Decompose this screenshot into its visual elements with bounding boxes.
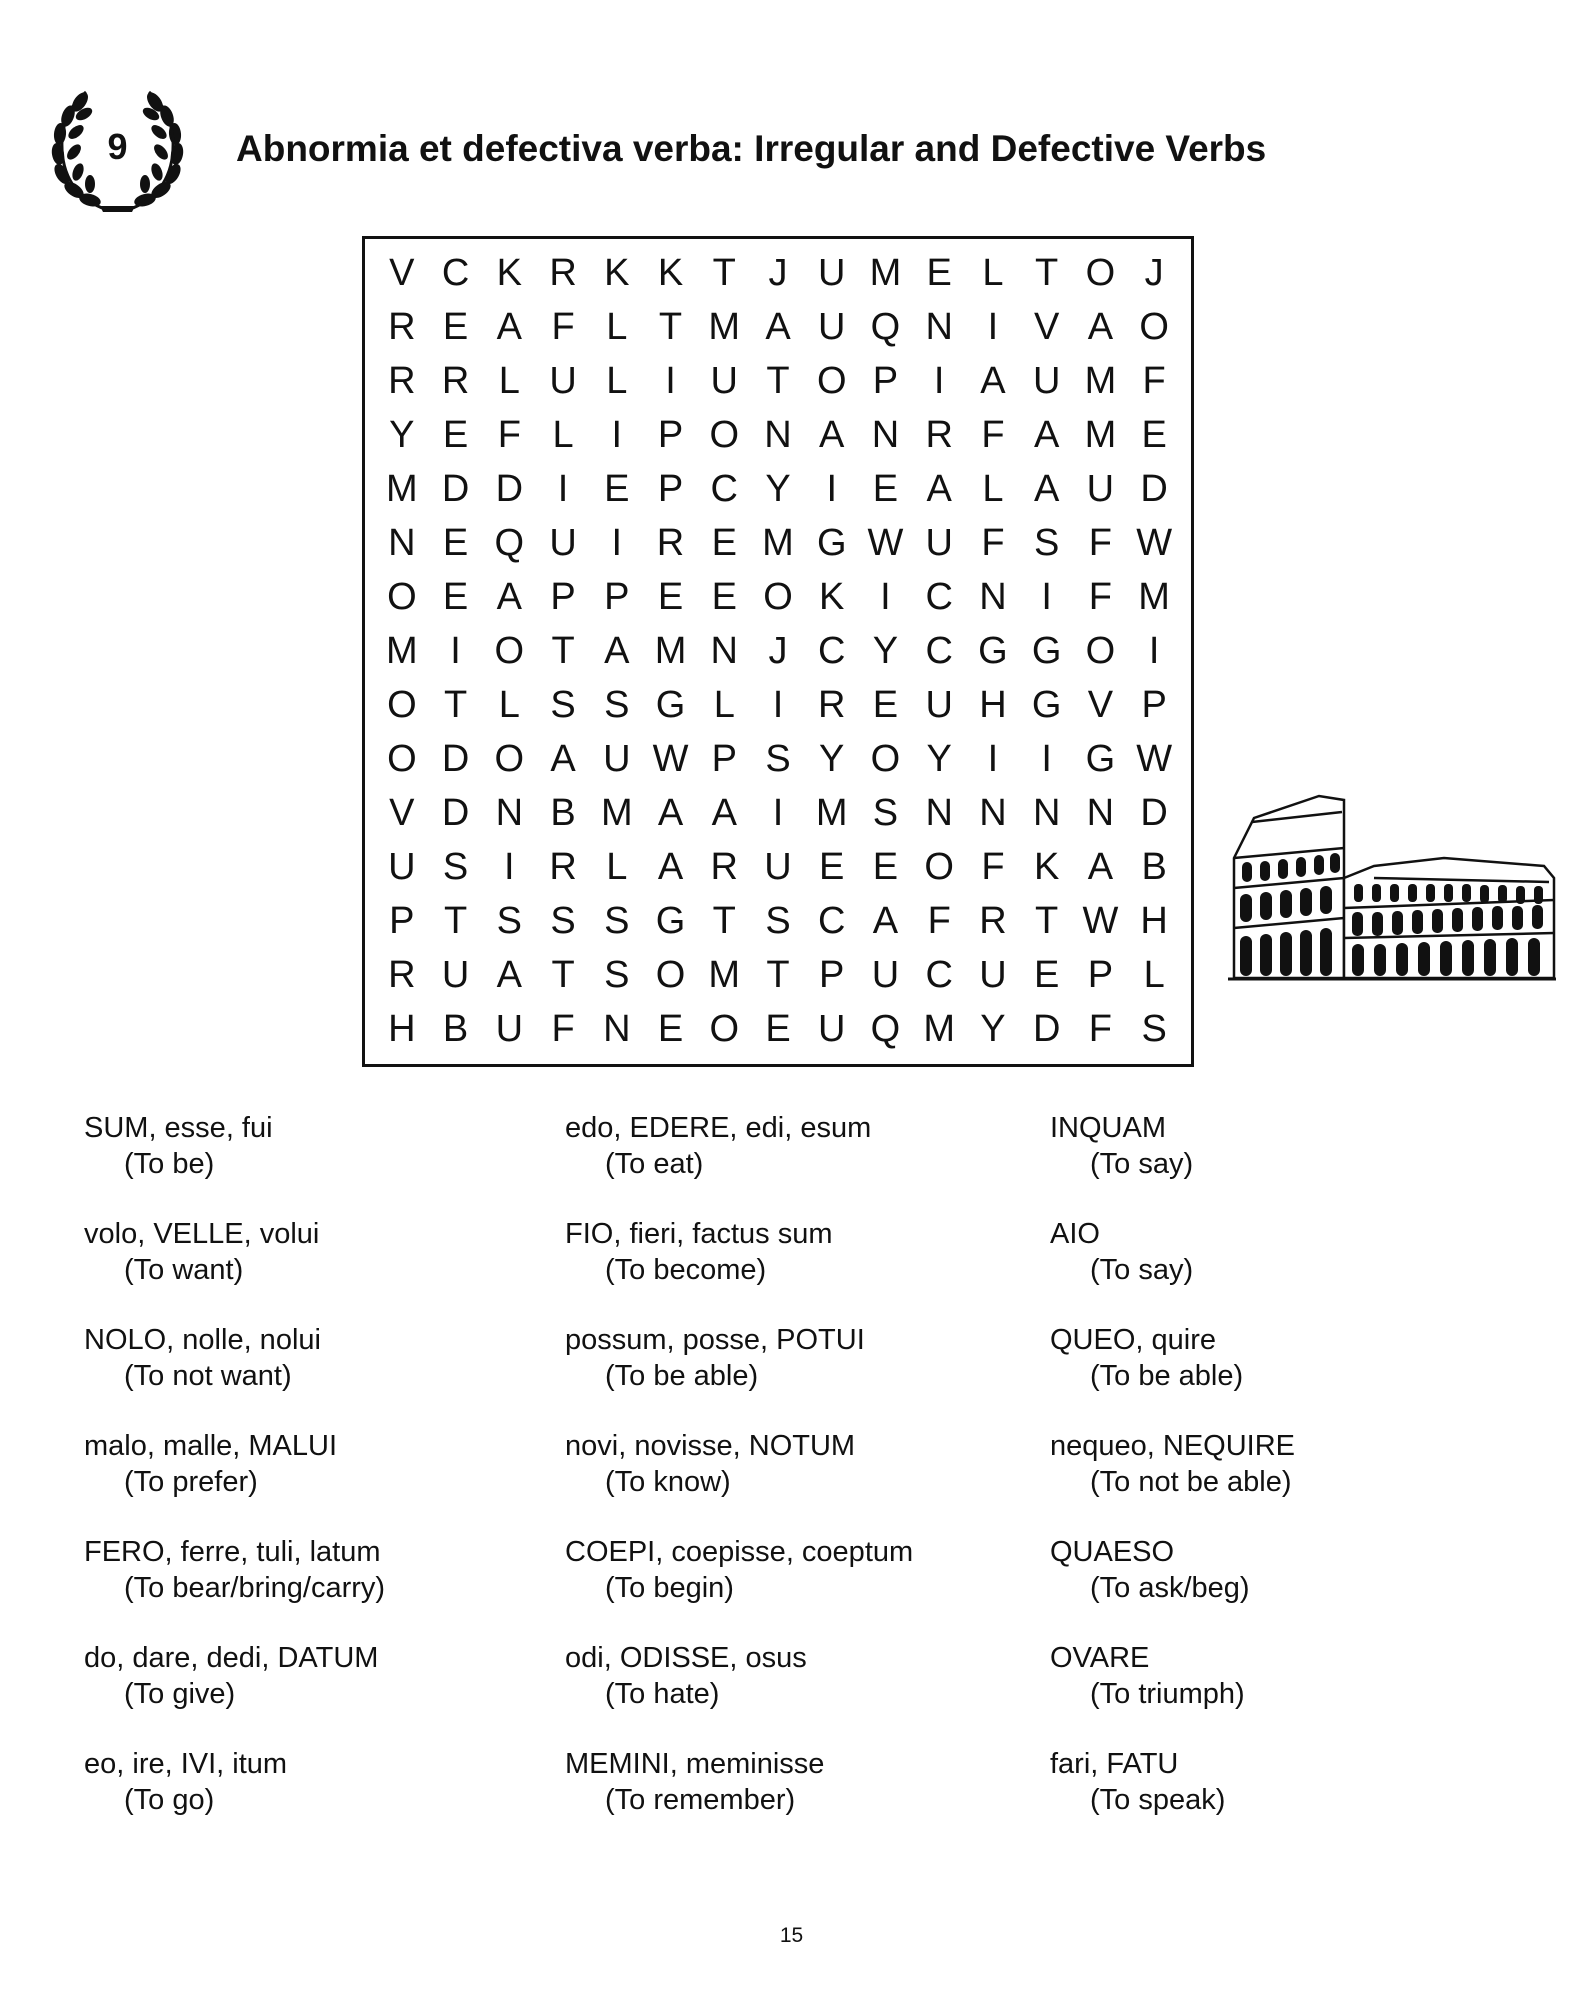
grid-letter: E [657, 576, 684, 619]
grid-letter: B [550, 791, 576, 834]
grid-letter: A [496, 306, 522, 349]
grid-letter: C [710, 468, 738, 511]
grid-letter: N [979, 791, 1007, 834]
grid-letter: E [442, 414, 469, 457]
latin-verb-forms: edo, EDERE, edi, esum [565, 1112, 872, 1144]
grid-letter: R [656, 522, 685, 565]
grid-letter: R [979, 899, 1007, 942]
grid-letter: N [871, 414, 900, 457]
grid-letter: O [1085, 252, 1116, 295]
grid-letter: E [442, 306, 469, 349]
grid-letter: L [713, 683, 735, 726]
grid-letter: U [818, 1007, 846, 1050]
grid-letter: R [549, 252, 577, 295]
grid-letter: K [819, 576, 845, 619]
grid-letter: C [925, 629, 953, 672]
grid-letter: A [496, 576, 522, 619]
grid-letter: T [766, 360, 790, 403]
grid-letter: E [442, 576, 469, 619]
word-list-column-3 [1050, 1110, 1520, 1852]
grid-letter: P [872, 360, 899, 403]
grid-letter: W [652, 737, 689, 780]
grid-letter: U [549, 360, 577, 403]
word-entry [1050, 1110, 1520, 1216]
grid-letter: V [389, 252, 415, 295]
word-entry [84, 1110, 554, 1216]
grid-letter: L [982, 252, 1004, 295]
grid-letter: L [606, 360, 628, 403]
latin-verb-forms: volo, VELLE, volui [84, 1218, 320, 1250]
latin-verb-forms: nequeo, NEQUIRE [1050, 1430, 1296, 1462]
grid-letter: Y [872, 629, 899, 672]
grid-letter: L [498, 683, 520, 726]
grid-letter: I [772, 791, 784, 834]
grid-letter: N [1032, 791, 1061, 834]
grid-letter: Q [870, 306, 901, 349]
grid-letter: R [388, 360, 416, 403]
grid-letter: C [925, 953, 953, 996]
latin-verb-forms: novi, novisse, NOTUM [565, 1430, 856, 1462]
grid-letter: I [987, 306, 999, 349]
grid-letter: A [1087, 845, 1114, 888]
page-title: Abnormia et defectiva verba: Irregular and Defective Verbs [236, 128, 1267, 169]
grid-letter: A [550, 737, 576, 780]
grid-letter: H [388, 1007, 416, 1050]
grid-letter: U [764, 845, 792, 888]
latin-verb-forms: do, dare, dedi, DATUM [84, 1642, 379, 1674]
grid-letter: L [606, 845, 628, 888]
word-entry [565, 1216, 1035, 1322]
grid-letter: E [1141, 414, 1167, 457]
grid-letter: P [1087, 953, 1114, 996]
grid-letter: I [557, 468, 569, 511]
grid-letter: A [496, 953, 522, 996]
grid-letter: S [442, 845, 469, 888]
grid-letter: U [1032, 360, 1061, 403]
grid-letter: B [442, 1007, 469, 1050]
grid-letter: N [710, 629, 738, 672]
grid-letter: V [1087, 683, 1114, 726]
grid-letter: K [604, 252, 630, 295]
grid-letter: M [600, 791, 633, 834]
grid-letter: Y [926, 737, 952, 780]
english-meaning: (To say) [1090, 1254, 1194, 1286]
english-meaning: (To prefer) [124, 1466, 258, 1498]
grid-letter: E [711, 522, 737, 565]
colosseum-icon [1224, 778, 1558, 990]
word-entry [1050, 1746, 1520, 1852]
grid-letter: O [709, 1007, 740, 1050]
grid-letter: Y [765, 468, 791, 511]
word-entry [1050, 1640, 1520, 1746]
latin-verb-forms: AIO [1050, 1218, 1100, 1250]
grid-letter: C [441, 252, 470, 295]
word-entry [1050, 1322, 1520, 1428]
grid-letter: N [925, 791, 953, 834]
grid-letter: S [765, 737, 791, 780]
grid-letter: M [762, 522, 794, 565]
grid-letter: D [441, 791, 470, 834]
grid-letter: S [604, 683, 630, 726]
chapter-number: 9 [107, 126, 128, 167]
grid-letter: A [980, 360, 1006, 403]
grid-letter: O [655, 953, 686, 996]
english-meaning: (To hate) [605, 1678, 720, 1710]
grid-letter: U [818, 252, 846, 295]
english-meaning: (To give) [124, 1678, 236, 1710]
grid-letter: F [551, 1007, 575, 1050]
grid-letter: M [1084, 414, 1117, 457]
grid-letter: S [872, 791, 899, 834]
english-meaning: (To begin) [605, 1572, 734, 1604]
grid-letter: T [766, 953, 790, 996]
grid-letter: G [1031, 629, 1062, 672]
grid-letter: E [872, 468, 899, 511]
grid-letter: U [925, 683, 953, 726]
grid-letter: O [387, 737, 417, 780]
grid-letter: A [1033, 414, 1060, 457]
grid-letter: L [498, 360, 520, 403]
grid-letter: A [604, 629, 630, 672]
grid-letter: M [386, 629, 418, 672]
grid-letter: R [549, 845, 577, 888]
grid-letter: O [709, 414, 740, 457]
grid-letter: C [818, 899, 846, 942]
grid-letter: F [1142, 360, 1166, 403]
grid-letter: K [1033, 845, 1060, 888]
grid-letter: M [815, 791, 848, 834]
word-entry [1050, 1428, 1520, 1534]
grid-letter: A [657, 845, 684, 888]
grid-letter: T [1035, 899, 1059, 942]
grid-letter: U [441, 953, 470, 996]
grid-letter: T [712, 899, 736, 942]
grid-letter: F [1088, 522, 1112, 565]
latin-verb-forms: odi, ODISSE, osus [565, 1642, 807, 1674]
grid-letter: S [604, 899, 630, 942]
grid-letter: D [441, 468, 470, 511]
grid-letter: G [655, 683, 686, 726]
grid-letter: O [387, 576, 417, 619]
grid-letter: F [927, 899, 951, 942]
grid-letter: F [551, 306, 575, 349]
grid-letter: K [657, 252, 684, 295]
word-entry [1050, 1216, 1520, 1322]
grid-letter: M [869, 252, 902, 295]
grid-letter: Y [389, 414, 415, 457]
grid-letter: P [711, 737, 737, 780]
word-entry [565, 1746, 1035, 1852]
grid-letter: U [979, 953, 1007, 996]
grid-letter: T [1035, 252, 1059, 295]
grid-letter: P [657, 468, 684, 511]
grid-letter: I [450, 629, 461, 672]
grid-letter: I [1041, 576, 1052, 619]
latin-verb-forms: malo, malle, MALUI [84, 1430, 338, 1462]
chapter-badge [40, 80, 195, 220]
grid-letter: A [926, 468, 952, 511]
grid-letter: O [1085, 629, 1116, 672]
grid-letter: I [933, 360, 945, 403]
grid-letter: P [1141, 683, 1167, 726]
grid-letter: I [826, 468, 837, 511]
grid-letter: B [1141, 845, 1167, 888]
grid-letter: H [979, 683, 1007, 726]
grid-letter: U [495, 1007, 524, 1050]
grid-letter: J [768, 252, 788, 295]
word-entry [84, 1216, 554, 1322]
grid-letter: O [870, 737, 901, 780]
word-entry [565, 1428, 1035, 1534]
grid-letter: E [765, 1007, 791, 1050]
grid-letter: P [389, 899, 415, 942]
english-meaning: (To say) [1090, 1148, 1194, 1180]
english-meaning: (To not want) [124, 1360, 292, 1392]
english-meaning: (To be) [124, 1148, 215, 1180]
grid-letter: N [979, 576, 1007, 619]
grid-letter: E [442, 522, 469, 565]
english-meaning: (To want) [124, 1254, 244, 1286]
grid-letter: M [1084, 360, 1117, 403]
grid-letter: F [981, 414, 1005, 457]
grid-letter: I [504, 845, 515, 888]
latin-verb-forms: QUEO, quire [1050, 1324, 1216, 1356]
grid-letter: U [549, 522, 577, 565]
grid-letter: G [1085, 737, 1116, 780]
latin-verb-forms: MEMINI, meminisse [565, 1748, 825, 1780]
grid-letter: W [867, 522, 904, 565]
latin-verb-forms: QUAESO [1050, 1536, 1175, 1568]
english-meaning: (To know) [605, 1466, 731, 1498]
grid-letter: E [926, 252, 952, 295]
english-meaning: (To ask/beg) [1090, 1572, 1250, 1604]
grid-letter: D [495, 468, 524, 511]
grid-letter: V [1033, 306, 1060, 349]
grid-letter: E [657, 1007, 684, 1050]
grid-letter: O [763, 576, 793, 619]
grid-letter: F [981, 522, 1005, 565]
grid-letter: U [925, 522, 953, 565]
grid-letter: A [819, 414, 845, 457]
grid-letter: O [1139, 306, 1169, 349]
english-meaning: (To not be able) [1090, 1466, 1292, 1498]
grid-letter: U [818, 306, 846, 349]
grid-letter: I [611, 414, 623, 457]
latin-verb-forms: NOLO, nolle, nolui [84, 1324, 321, 1356]
grid-letter: P [657, 414, 684, 457]
grid-letter: Q [494, 522, 525, 565]
grid-letter: E [872, 683, 899, 726]
grid-letter: A [711, 791, 737, 834]
grid-letter: U [871, 953, 900, 996]
grid-letter: A [1033, 468, 1060, 511]
grid-letter: O [816, 360, 847, 403]
grid-letter: S [1141, 1007, 1167, 1050]
grid-letter: F [497, 414, 521, 457]
grid-letter: I [1041, 737, 1052, 780]
word-entry [565, 1322, 1035, 1428]
grid-letter: Y [819, 737, 845, 780]
grid-letter: M [654, 629, 687, 672]
grid-letter: T [443, 899, 468, 942]
english-meaning: (To go) [124, 1784, 215, 1816]
grid-letter: S [1033, 522, 1060, 565]
grid-letter: I [987, 737, 999, 780]
grid-letter: D [441, 737, 470, 780]
latin-verb-forms: INQUAM [1050, 1112, 1166, 1144]
grid-letter: R [388, 306, 416, 349]
grid-letter: I [611, 522, 623, 565]
grid-letter: R [818, 683, 846, 726]
latin-verb-forms: fari, FATU [1050, 1748, 1179, 1780]
english-meaning: (To speak) [1090, 1784, 1226, 1816]
grid-letter: U [603, 737, 631, 780]
grid-letter: U [710, 360, 738, 403]
grid-letter: N [925, 306, 953, 349]
grid-letter: E [1033, 953, 1060, 996]
grid-letter: T [551, 953, 575, 996]
grid-letter: A [657, 791, 684, 834]
grid-letter: M [708, 306, 741, 349]
grid-letter: W [1136, 522, 1173, 565]
grid-letter: U [1086, 468, 1115, 511]
english-meaning: (To triumph) [1090, 1678, 1245, 1710]
grid-letter: T [658, 306, 683, 349]
grid-letter: M [923, 1007, 956, 1050]
grid-letter: E [872, 845, 899, 888]
grid-letter: I [772, 683, 784, 726]
word-entry [565, 1110, 1035, 1216]
word-entry [84, 1746, 554, 1852]
latin-verb-forms: FIO, fieri, factus sum [565, 1218, 833, 1250]
word-entry [84, 1534, 554, 1640]
word-search-grid [362, 236, 1194, 1067]
grid-letter: T [443, 683, 468, 726]
latin-verb-forms: eo, ire, IVI, itum [84, 1748, 288, 1780]
grid-letter: F [981, 845, 1005, 888]
grid-letter: I [880, 576, 891, 619]
word-entry [84, 1640, 554, 1746]
grid-letter: N [764, 414, 792, 457]
word-entry [565, 1640, 1035, 1746]
grid-letter: C [925, 576, 953, 619]
grid-letter: I [1148, 629, 1160, 672]
grid-letter: I [665, 360, 676, 403]
grid-letter: T [551, 629, 575, 672]
grid-letter: S [496, 899, 522, 942]
grid-letter: L [1143, 953, 1165, 996]
grid-letter: R [441, 360, 470, 403]
word-entry [84, 1428, 554, 1534]
grid-letter: K [496, 252, 522, 295]
latin-verb-forms: FERO, ferre, tuli, latum [84, 1536, 381, 1568]
english-meaning: (To eat) [605, 1148, 704, 1180]
grid-letter: Q [870, 1007, 901, 1050]
grid-letter: N [603, 1007, 631, 1050]
grid-letter: F [1088, 576, 1112, 619]
grid-letter: M [708, 953, 741, 996]
grid-letter: G [655, 899, 686, 942]
grid-letter: D [1140, 791, 1168, 834]
grid-letter: M [386, 468, 418, 511]
word-entry [565, 1534, 1035, 1640]
grid-letter: O [387, 683, 417, 726]
word-list-column-2 [565, 1110, 1035, 1852]
grid-letter: A [765, 306, 791, 349]
latin-verb-forms: OVARE [1050, 1642, 1150, 1674]
grid-letter: L [552, 414, 574, 457]
grid-letter: L [606, 306, 628, 349]
grid-letter: J [1144, 252, 1164, 295]
latin-verb-forms: COEPI, coepisse, coeptum [565, 1536, 914, 1568]
grid-letter: N [388, 522, 416, 565]
word-entry [84, 1322, 554, 1428]
english-meaning: (To be able) [605, 1360, 759, 1392]
grid-letter: Y [980, 1007, 1006, 1050]
grid-letter: O [494, 629, 525, 672]
grid-letter: R [925, 414, 953, 457]
grid-letter: C [818, 629, 846, 672]
english-meaning: (To bear/bring/carry) [124, 1572, 386, 1604]
grid-letter: P [604, 576, 630, 619]
english-meaning: (To be able) [1090, 1360, 1244, 1392]
grid-letter: V [389, 791, 415, 834]
word-entry [1050, 1534, 1520, 1640]
grid-letter: S [550, 899, 576, 942]
grid-letter: J [768, 629, 788, 672]
latin-verb-forms: SUM, esse, fui [84, 1112, 273, 1144]
grid-letter: P [819, 953, 845, 996]
grid-letter: N [1086, 791, 1115, 834]
grid-letter: W [1082, 899, 1119, 942]
colosseum-illustration [1224, 778, 1558, 990]
grid-letter: D [1032, 1007, 1061, 1050]
grid-letter: R [388, 953, 416, 996]
english-meaning: (To become) [605, 1254, 767, 1286]
grid-letter: A [872, 899, 899, 942]
grid-letter: P [550, 576, 576, 619]
page-number: 15 [779, 1924, 804, 1947]
grid-letter: W [1136, 737, 1173, 780]
grid-letter: G [816, 522, 847, 565]
grid-letter: G [1031, 683, 1062, 726]
grid-letter: N [495, 791, 524, 834]
grid-letter: M [1138, 576, 1170, 619]
grid-letter: E [604, 468, 630, 511]
grid-letter: R [710, 845, 738, 888]
grid-letter: G [978, 629, 1008, 672]
grid-letter: U [388, 845, 416, 888]
grid-letter: S [604, 953, 630, 996]
word-list-column-1 [84, 1110, 554, 1852]
grid-letter: F [1088, 1007, 1112, 1050]
latin-verb-forms: possum, posse, POTUI [565, 1324, 865, 1356]
grid-letter: A [1087, 306, 1114, 349]
grid-letter: O [924, 845, 954, 888]
grid-letter: H [1140, 899, 1168, 942]
grid-letter: T [712, 252, 736, 295]
grid-letter: S [765, 899, 791, 942]
grid-letter: D [1140, 468, 1168, 511]
grid-letter: L [982, 468, 1004, 511]
grid-letter: S [550, 683, 576, 726]
grid-letter: O [494, 737, 525, 780]
grid-letter: E [711, 576, 737, 619]
english-meaning: (To remember) [605, 1784, 796, 1816]
grid-letter: E [819, 845, 845, 888]
